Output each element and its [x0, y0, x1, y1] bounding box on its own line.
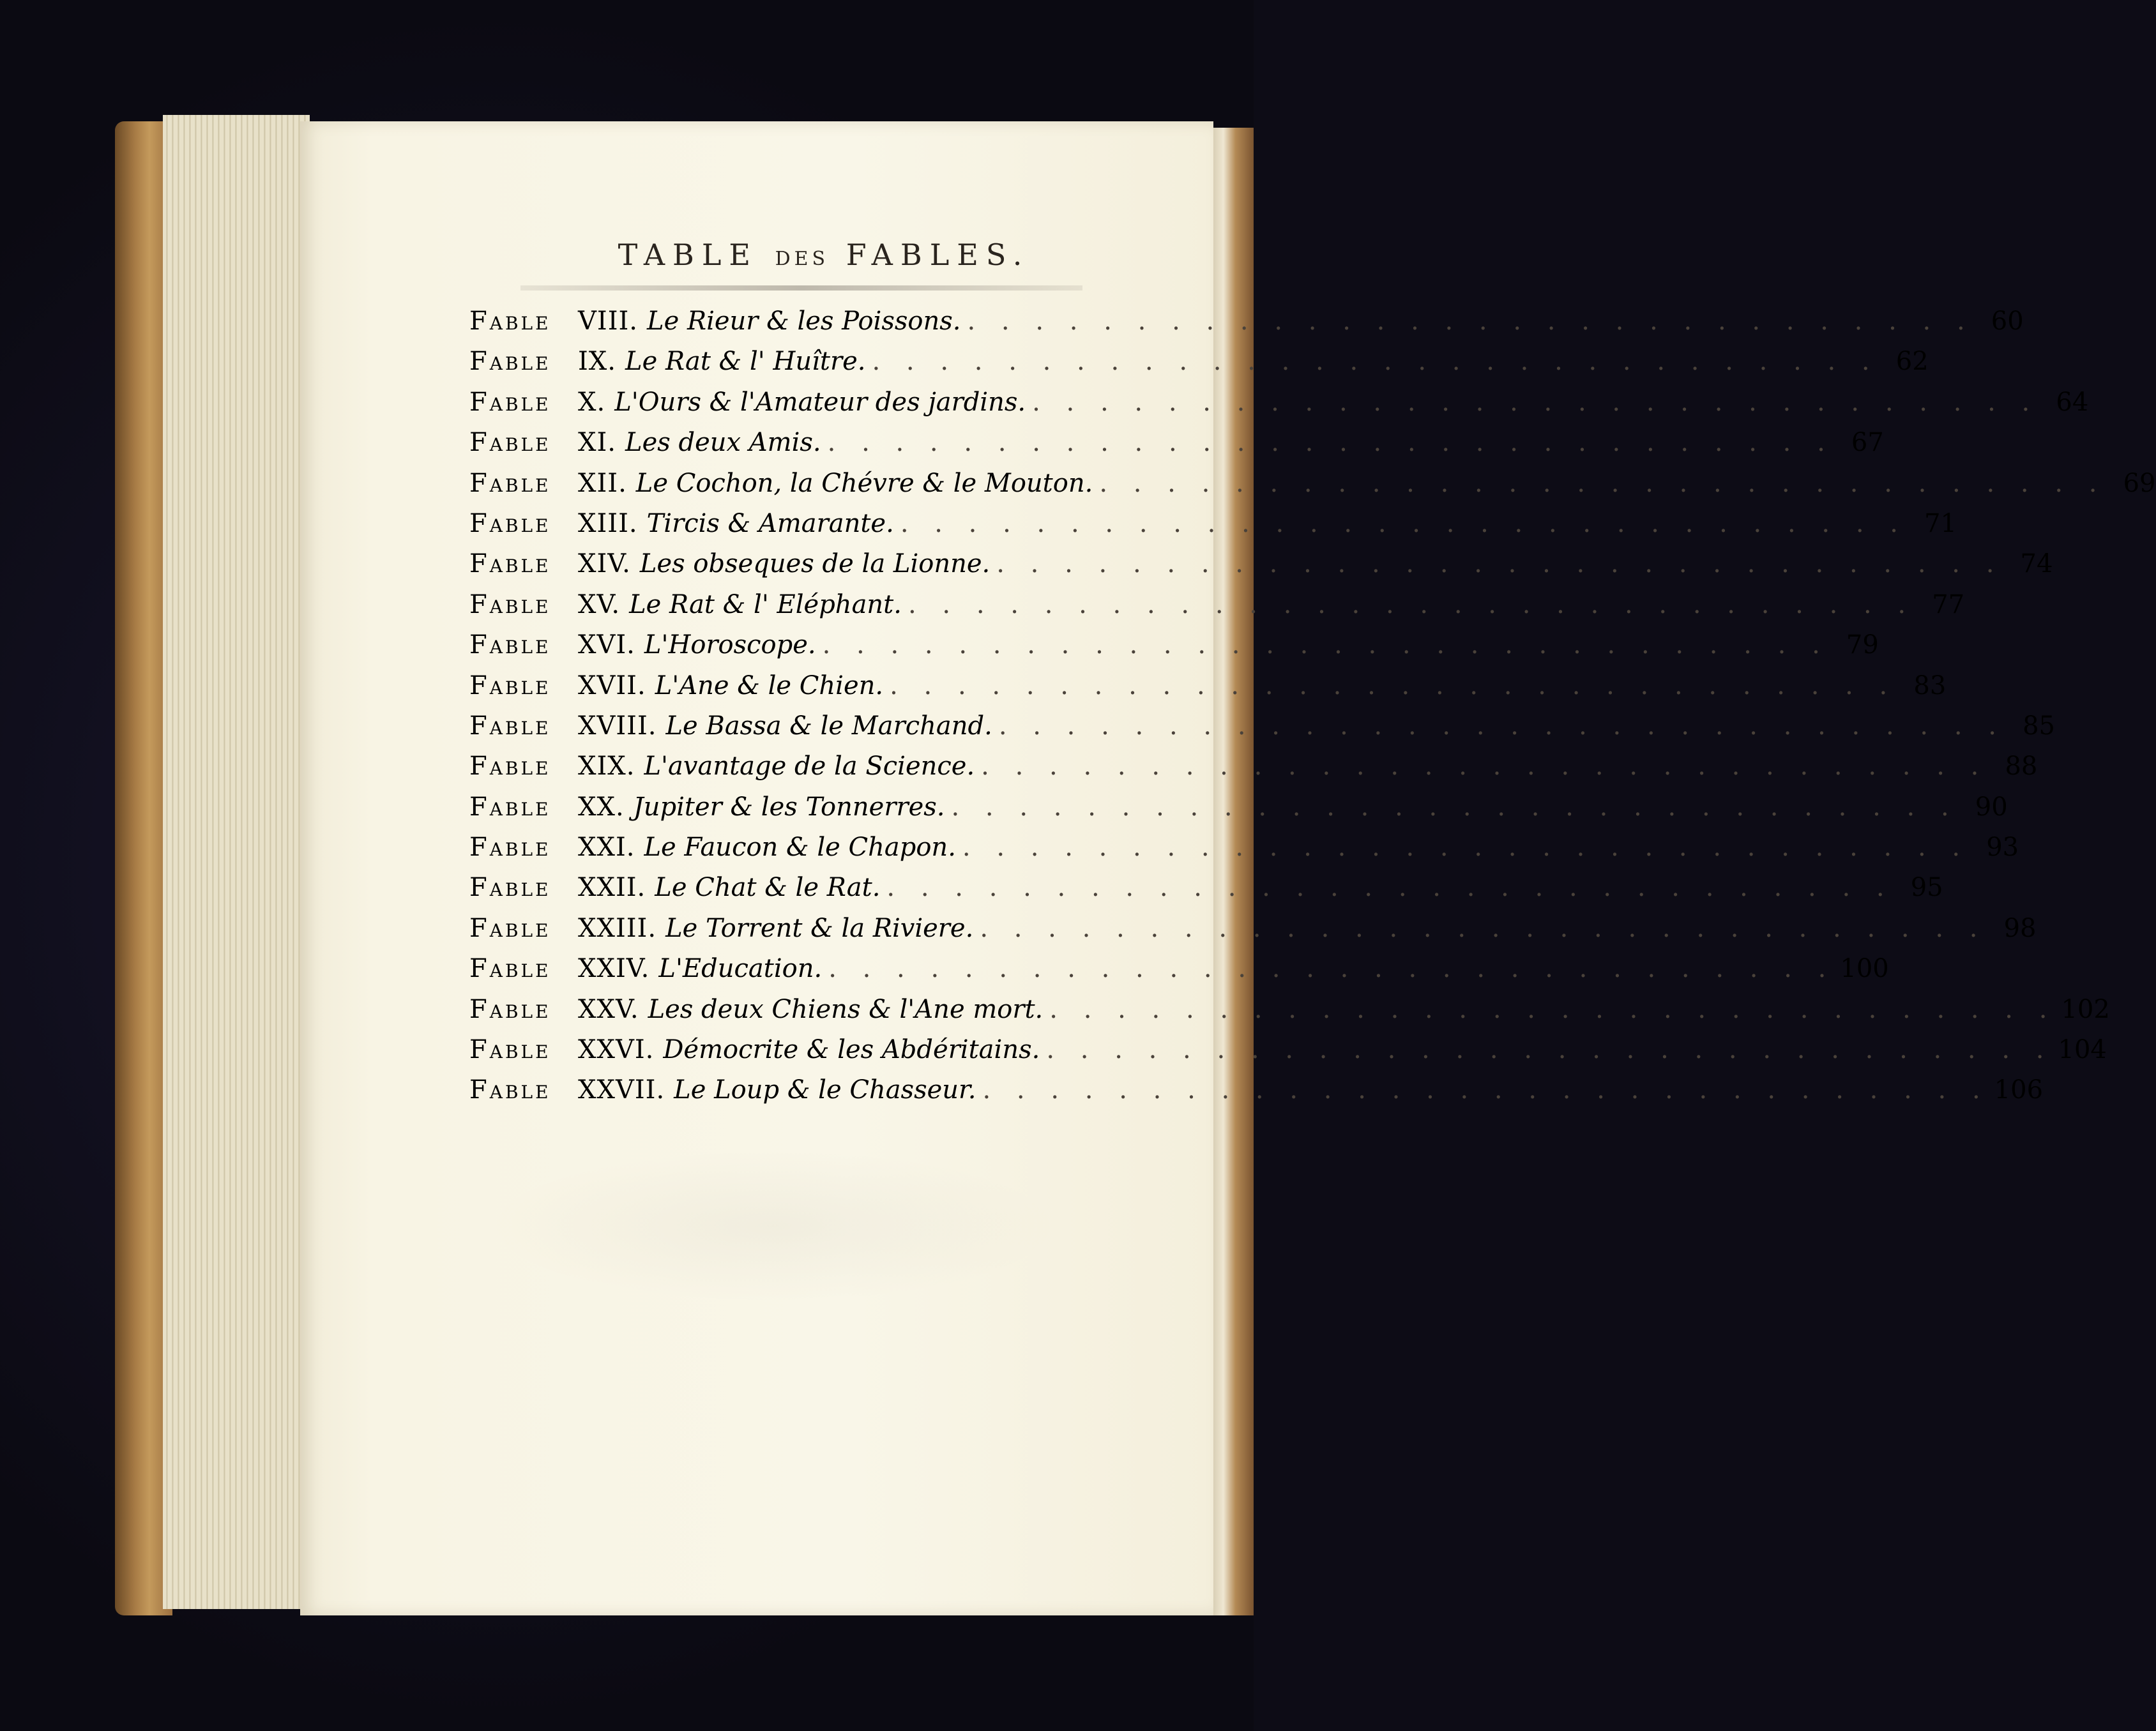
row-label: Fable: [469, 387, 551, 417]
row-number: XXII.: [578, 873, 646, 903]
row-page-number: 69: [2123, 468, 2156, 498]
row-title: Les deux Amis.: [625, 428, 821, 458]
row-title: Tircis & Amarante.: [646, 508, 894, 538]
row-title: Le Faucon & le Chapon.: [644, 833, 956, 863]
row-page-number: 64: [2056, 387, 2089, 417]
toc-row: [469, 625, 1879, 665]
toc-row: [469, 909, 2037, 949]
row-title: Le Loup & le Chasseur.: [674, 1075, 976, 1105]
toc-row: [469, 1030, 2107, 1070]
row-title: Le Rieur & les Poissons.: [647, 306, 961, 336]
toc-row: [469, 787, 2008, 828]
row-title: L'Education.: [658, 954, 823, 984]
row-page-number: 95: [1910, 873, 1943, 903]
toc-row: [469, 504, 1957, 544]
row-page-number: 93: [1986, 833, 2019, 863]
row-number: XIX.: [578, 752, 635, 782]
row-label: Fable: [469, 508, 551, 538]
row-label: Fable: [469, 670, 551, 700]
row-page-number: 77: [1932, 589, 1965, 619]
row-label: Fable: [469, 306, 551, 336]
row-title: Les obseques de la Lionne.: [639, 549, 991, 579]
row-leader: [945, 787, 1957, 828]
toc-row: [469, 342, 1929, 382]
row-label: Fable: [469, 711, 551, 741]
table-of-contents: [469, 301, 2156, 1111]
row-title: Le Chat & le Rat.: [655, 873, 881, 903]
row-number: XI.: [578, 428, 616, 458]
toc-row: [469, 706, 2055, 746]
row-leader: [1093, 464, 2106, 504]
row-leader: [1026, 382, 2038, 423]
row-leader: [976, 1070, 1989, 1110]
row-label: Fable: [469, 347, 551, 377]
row-page-number: 104: [2058, 1035, 2107, 1065]
row-label: Fable: [469, 1075, 551, 1105]
row-leader: [975, 746, 1987, 787]
title-connector: DES: [775, 248, 830, 270]
title-rule: [520, 285, 1082, 291]
row-leader: [822, 949, 1835, 989]
row-page-number: 83: [1913, 670, 1947, 700]
row-leader: [821, 423, 1834, 463]
show-through: [485, 1149, 1060, 1303]
row-number: XXIII.: [578, 913, 657, 943]
row-title: L'Ours & l'Amateur des jardins.: [614, 387, 1026, 417]
row-page-number: 71: [1924, 508, 1957, 538]
toc-row: [469, 949, 1889, 989]
row-number: XXVI.: [578, 1035, 655, 1065]
row-page-number: 67: [1851, 428, 1884, 458]
row-number: XIII.: [578, 508, 638, 538]
row-number: XVII.: [578, 670, 646, 700]
row-number: IX.: [578, 347, 616, 377]
row-label: Fable: [469, 833, 551, 863]
row-page-number: 102: [2061, 994, 2110, 1024]
row-page-number: 85: [2023, 711, 2055, 741]
row-label: Fable: [469, 994, 551, 1024]
row-leader: [1040, 1030, 2053, 1070]
row-label: Fable: [469, 752, 551, 782]
row-number: XV.: [578, 589, 621, 619]
row-number: XXV.: [578, 994, 639, 1024]
row-title: L'Horoscope.: [644, 630, 816, 660]
row-number: XXIV.: [578, 954, 650, 984]
toc-row: [469, 464, 2156, 504]
row-title: Les deux Chiens & l'Ane mort.: [648, 994, 1044, 1024]
row-leader: [973, 909, 1986, 949]
row-number: XXVII.: [578, 1075, 665, 1105]
row-leader: [880, 868, 1893, 908]
toc-row: [469, 1070, 2044, 1110]
row-title: Le Rat & l' Eléphant.: [629, 589, 902, 619]
row-label: Fable: [469, 630, 551, 660]
toc-row: [469, 828, 2019, 868]
toc-row: [469, 746, 2038, 787]
row-page-number: 79: [1846, 630, 1879, 660]
row-leader: [1043, 990, 2056, 1030]
page-edges: [163, 115, 310, 1609]
row-number: XIV.: [578, 549, 631, 579]
title-end: FABLES.: [846, 238, 1030, 272]
page-title: [543, 238, 1105, 272]
title-main: TABLE: [618, 238, 758, 272]
row-page-number: 62: [1895, 347, 1929, 377]
row-number: VIII.: [578, 306, 639, 336]
row-number: XX.: [578, 792, 625, 822]
row-leader: [902, 585, 1915, 625]
row-label: Fable: [469, 589, 551, 619]
row-label: Fable: [469, 549, 551, 579]
row-leader: [990, 544, 2003, 584]
row-title: Le Cochon, la Chévre & le Mouton.: [635, 468, 1093, 498]
row-label: Fable: [469, 428, 551, 458]
row-page-number: 90: [1975, 792, 2008, 822]
row-leader: [816, 625, 1829, 665]
row-page-number: 88: [2005, 752, 2038, 782]
row-page-number: 60: [1991, 306, 2024, 336]
toc-row: [469, 868, 1943, 908]
row-title: Démocrite & les Abdéritains.: [663, 1035, 1040, 1065]
toc-row: [469, 544, 2053, 584]
toc-row: [469, 990, 2110, 1030]
row-title: L'avantage de la Science.: [644, 752, 975, 782]
row-title: Le Bassa & le Marchand.: [665, 711, 992, 741]
row-leader: [956, 828, 1969, 868]
toc-row: [469, 382, 2089, 423]
toc-row: [469, 301, 2024, 342]
row-number: X.: [578, 387, 606, 417]
toc-row: [469, 585, 1965, 625]
row-title: Le Torrent & la Riviere.: [665, 913, 974, 943]
row-number: XVI.: [578, 630, 635, 660]
row-label: Fable: [469, 468, 551, 498]
row-leader: [960, 301, 1973, 342]
row-leader: [894, 504, 1907, 544]
row-number: XXI.: [578, 833, 635, 863]
toc-row: [469, 666, 1947, 706]
row-label: Fable: [469, 792, 551, 822]
row-title: Jupiter & les Tonnerres.: [633, 792, 945, 822]
row-page-number: 74: [2020, 549, 2053, 579]
row-leader: [865, 342, 1878, 382]
row-page-number: 98: [2003, 913, 2037, 943]
row-label: Fable: [469, 873, 551, 903]
row-page-number: 100: [1840, 954, 1889, 984]
row-leader: [992, 706, 2005, 746]
row-title: Le Rat & l' Huître.: [625, 347, 866, 377]
row-number: XII.: [578, 468, 627, 498]
row-leader: [883, 666, 1896, 706]
row-title: L'Ane & le Chien.: [655, 670, 884, 700]
row-label: Fable: [469, 1035, 551, 1065]
row-number: XVIII.: [578, 711, 657, 741]
row-page-number: 106: [1994, 1075, 2044, 1105]
toc-row: [469, 423, 1884, 463]
row-label: Fable: [469, 913, 551, 943]
row-label: Fable: [469, 954, 551, 984]
